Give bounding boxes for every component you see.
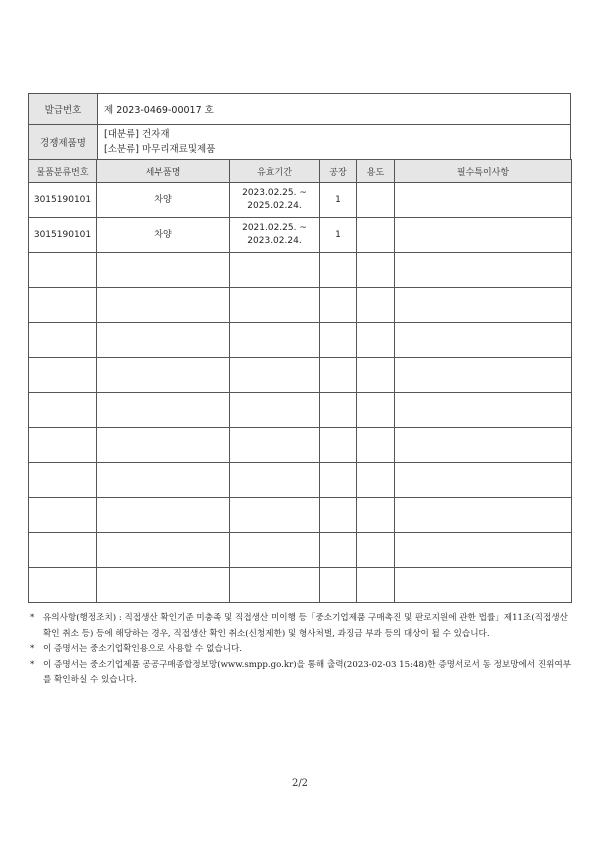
issue-number-label: 발급번호 (29, 94, 98, 125)
notice-bullet: * (30, 644, 35, 654)
empty-cell (395, 323, 572, 358)
notice-text: 유의사항(행정조치) : 직접생산 확인기준 미충족 및 직접생산 미이행 등「중소기업제품 구매촉진 및 판로지원에 관한 법률」제11조(직접생산 확인 취소 등) 등에 해당하는 경우, 직접생산 확인 취소(신청제한) 및 형사처벌, 과징금 부과 등의 대상이 될 수 있습니다. (43, 613, 568, 639)
notice-section (30, 611, 575, 689)
empty-cell (357, 463, 395, 498)
product-name-value (98, 125, 571, 160)
empty-cell (320, 428, 357, 463)
notice-bullet: * (30, 613, 35, 623)
empty-table-row (29, 533, 572, 568)
validity-period (230, 218, 320, 253)
empty-cell (29, 253, 97, 288)
empty-cell (97, 533, 230, 568)
empty-cell (395, 358, 572, 393)
table-row (29, 183, 572, 218)
empty-cell (230, 428, 320, 463)
table-header-row (29, 160, 572, 183)
column-header: 세부품명 (97, 160, 230, 183)
item-name: 차양 (97, 218, 230, 253)
empty-cell (230, 393, 320, 428)
usage (357, 183, 395, 218)
empty-cell (357, 358, 395, 393)
empty-cell (230, 498, 320, 533)
empty-cell (395, 428, 572, 463)
empty-cell (320, 463, 357, 498)
empty-cell (320, 533, 357, 568)
empty-table-row (29, 498, 572, 533)
empty-cell (29, 358, 97, 393)
empty-cell (97, 428, 230, 463)
product-name-label: 경쟁제품명 (29, 125, 98, 160)
empty-cell (395, 568, 572, 603)
period-end: 2025.02.24. (247, 201, 302, 211)
period-end: 2023.02.24. (247, 236, 302, 246)
empty-cell (320, 568, 357, 603)
empty-cell (320, 323, 357, 358)
empty-cell (230, 253, 320, 288)
empty-cell (230, 358, 320, 393)
product-list-table (28, 159, 572, 603)
issue-number-value: 제 2023-0469-00017 호 (98, 94, 571, 125)
empty-cell (97, 323, 230, 358)
empty-cell (230, 288, 320, 323)
item-name: 차양 (97, 183, 230, 218)
notice-text: 이 증명서는 중소기업제품 공공구매종합정보망(www.smpp.go.kr)을 통해 출력(2023-02-03 15:48)한 증명서로서 동 정보망에서 진위여부를 확인하실 수 있습니다. (43, 659, 572, 685)
empty-cell (357, 288, 395, 323)
column-header: 용도 (357, 160, 395, 183)
empty-cell (97, 568, 230, 603)
empty-cell (357, 498, 395, 533)
empty-table-row (29, 288, 572, 323)
column-header: 필수특이사항 (395, 160, 572, 183)
notice-item (30, 642, 575, 658)
empty-cell (395, 498, 572, 533)
empty-cell (29, 533, 97, 568)
empty-cell (97, 393, 230, 428)
empty-cell (29, 568, 97, 603)
column-header: 유효기간 (230, 160, 320, 183)
empty-cell (357, 323, 395, 358)
empty-cell (29, 288, 97, 323)
column-header: 물품분류번호 (29, 160, 97, 183)
page-number: 2/2 (291, 778, 309, 789)
empty-cell (320, 393, 357, 428)
item-code: 3015190101 (29, 183, 97, 218)
empty-table-row (29, 358, 572, 393)
empty-cell (97, 498, 230, 533)
category-minor: [소분류] 마무리재료및제품 (104, 144, 216, 155)
empty-cell (395, 463, 572, 498)
special-notes (395, 183, 572, 218)
special-notes (395, 218, 572, 253)
notice-item (30, 658, 575, 689)
factory-count: 1 (320, 183, 357, 218)
empty-table-row (29, 568, 572, 603)
notice-bullet: * (30, 659, 35, 670)
empty-cell (357, 533, 395, 568)
period-start: 2021.02.25. ~ (242, 223, 307, 233)
empty-cell (320, 498, 357, 533)
empty-cell (320, 358, 357, 393)
empty-cell (97, 253, 230, 288)
validity-period (230, 183, 320, 218)
notice-item (30, 611, 575, 642)
empty-table-row (29, 323, 572, 358)
notice-text: 이 증명서는 중소기업확인용으로 사용할 수 없습니다. (43, 644, 243, 654)
usage (357, 218, 395, 253)
empty-cell (29, 428, 97, 463)
item-code: 3015190101 (29, 218, 97, 253)
empty-cell (97, 288, 230, 323)
factory-count: 1 (320, 218, 357, 253)
category-major: [대분류] 건자재 (104, 129, 170, 140)
empty-cell (320, 253, 357, 288)
empty-table-row (29, 428, 572, 463)
empty-table-row (29, 463, 572, 498)
column-header: 공장 (320, 160, 357, 183)
empty-table-row (29, 393, 572, 428)
empty-cell (357, 253, 395, 288)
period-start: 2023.02.25. ~ (242, 188, 307, 198)
empty-cell (97, 358, 230, 393)
issue-header-table (28, 93, 571, 160)
empty-cell (29, 323, 97, 358)
empty-cell (29, 498, 97, 533)
empty-cell (97, 463, 230, 498)
empty-cell (230, 568, 320, 603)
empty-cell (230, 323, 320, 358)
empty-table-row (29, 253, 572, 288)
table-row (29, 218, 572, 253)
empty-cell (395, 393, 572, 428)
empty-cell (357, 393, 395, 428)
empty-cell (29, 393, 97, 428)
empty-cell (395, 533, 572, 568)
empty-cell (230, 533, 320, 568)
empty-cell (29, 463, 97, 498)
empty-cell (395, 288, 572, 323)
empty-cell (357, 428, 395, 463)
empty-cell (395, 253, 572, 288)
empty-cell (357, 568, 395, 603)
empty-cell (230, 463, 320, 498)
empty-cell (320, 288, 357, 323)
